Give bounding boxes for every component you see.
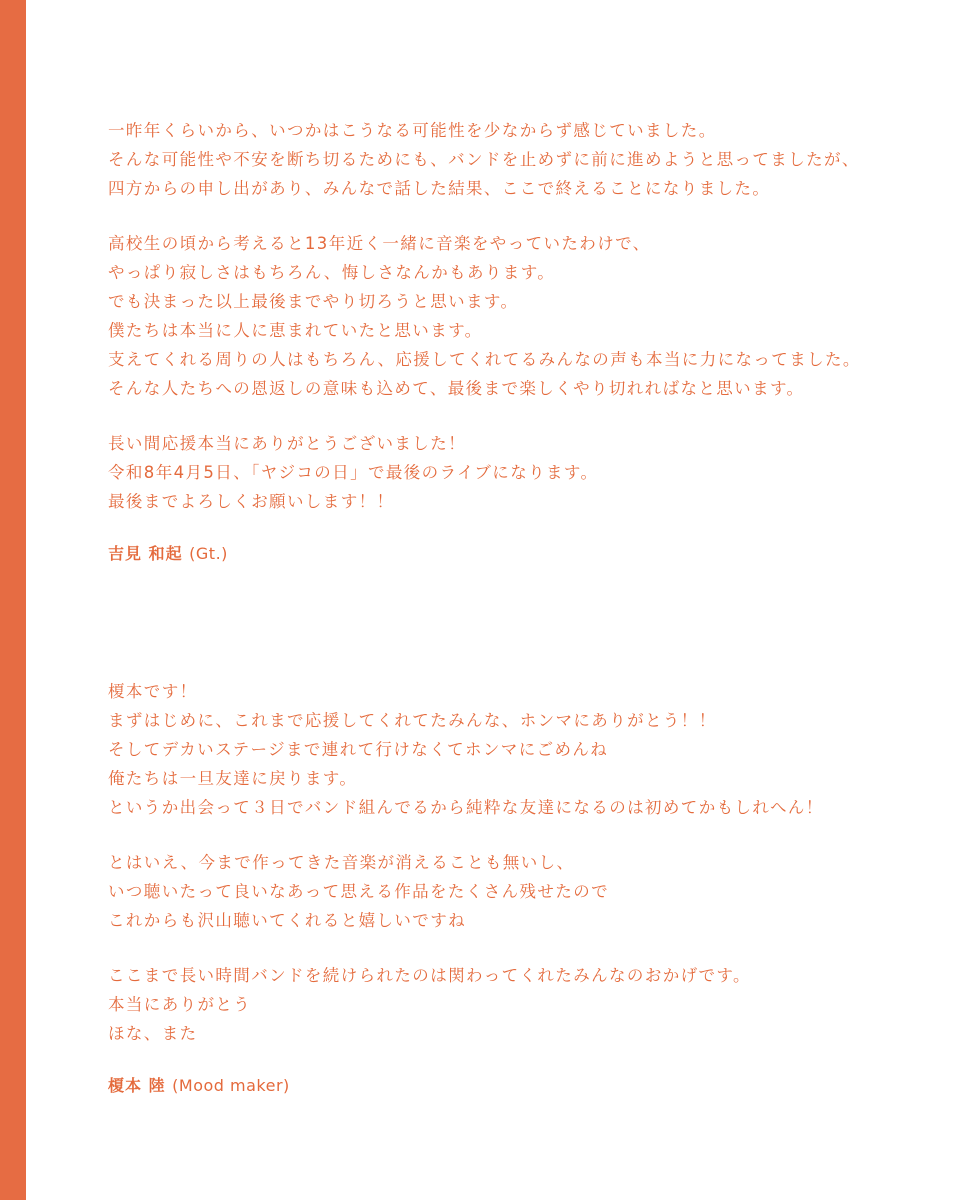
letter-enomoto (108, 677, 908, 1098)
letter-yoshimi (108, 116, 908, 566)
letter-line: これからも沢山聴いてくれると嬉しいですね (108, 911, 466, 930)
signature-name: 吉見 和起 (108, 544, 183, 563)
letter-paragraph (108, 429, 908, 516)
letter-line: ここまで長い時間バンドを続けられたのは関わってくれたみんなのおかげです。 (108, 966, 751, 985)
letter-line: でも決まった以上最後までやり切ろうと思います。 (108, 292, 519, 311)
letter-line: 一昨年くらいから、いつかはこうなる可能性を少なからず感じていました。 (108, 121, 717, 140)
letter-line: いつ聴いたって良いなあって思える作品をたくさん残せたので (108, 882, 610, 901)
letter-line: 高校生の頃から考えると13年近く一緒に音楽をやっていたわけで、 (108, 234, 651, 253)
accent-side-bar (0, 0, 26, 1200)
letter-line: まずはじめに、これまで応援してくれてたみんな、ホンマにありがとう！！ (108, 711, 717, 730)
letter-line: 長い間応援本当にありがとうございました！ (108, 434, 466, 453)
letter-line: 支えてくれる周りの人はもちろん、応援してくれてるみんなの声も本当に力になってました。 (108, 350, 861, 369)
letter-line: そしてデカいステージまで連れて行けなくてホンマにごめんね (108, 740, 609, 759)
letter-line: とはいえ、今まで作ってきた音楽が消えることも無いし、 (108, 853, 575, 872)
signature (108, 1074, 908, 1098)
signature-name: 榎本 陸 (108, 1076, 166, 1095)
letter-line: 俺たちは一旦友達に戻ります。 (108, 769, 358, 788)
letter-line: というか出会って３日でバンド組んでるから純粋な友達になるのは初めてかもしれへん！ (108, 798, 824, 817)
letter-paragraph (108, 961, 908, 1048)
letter-paragraph (108, 848, 908, 935)
letter-line: 四方からの申し出があり、みんなで話した結果、ここで終えることになりました。 (108, 179, 771, 198)
letter-line: そんな人たちへの恩返しの意味も込めて、最後まで楽しくやり切れればなと思います。 (108, 379, 805, 398)
letter-paragraph (108, 677, 908, 822)
letter-line: そんな可能性や不安を断ち切るためにも、バンドを止めずに前に進めようと思ってましたが、 (108, 150, 860, 169)
letter-line: 僕たちは本当に人に恵まれていたと思います。 (108, 321, 483, 340)
letter-line: 令和8年4月5日、「ヤジコの日」で最後のライブになります。 (108, 463, 599, 482)
letter-line: 最後までよろしくお願いします！！ (108, 492, 395, 511)
signature-role: (Mood maker) (172, 1076, 290, 1095)
letter-line: ほな、また (108, 1024, 198, 1043)
letter-paragraph (108, 116, 908, 203)
letter-paragraph (108, 229, 908, 403)
signature (108, 542, 908, 566)
letter-line: やっぱり寂しさはもちろん、悔しさなんかもあります。 (108, 263, 556, 282)
signature-role: (Gt.) (189, 544, 228, 563)
letter-line: 本当にありがとう (108, 995, 252, 1014)
letter-line: 榎本です！ (108, 682, 198, 701)
